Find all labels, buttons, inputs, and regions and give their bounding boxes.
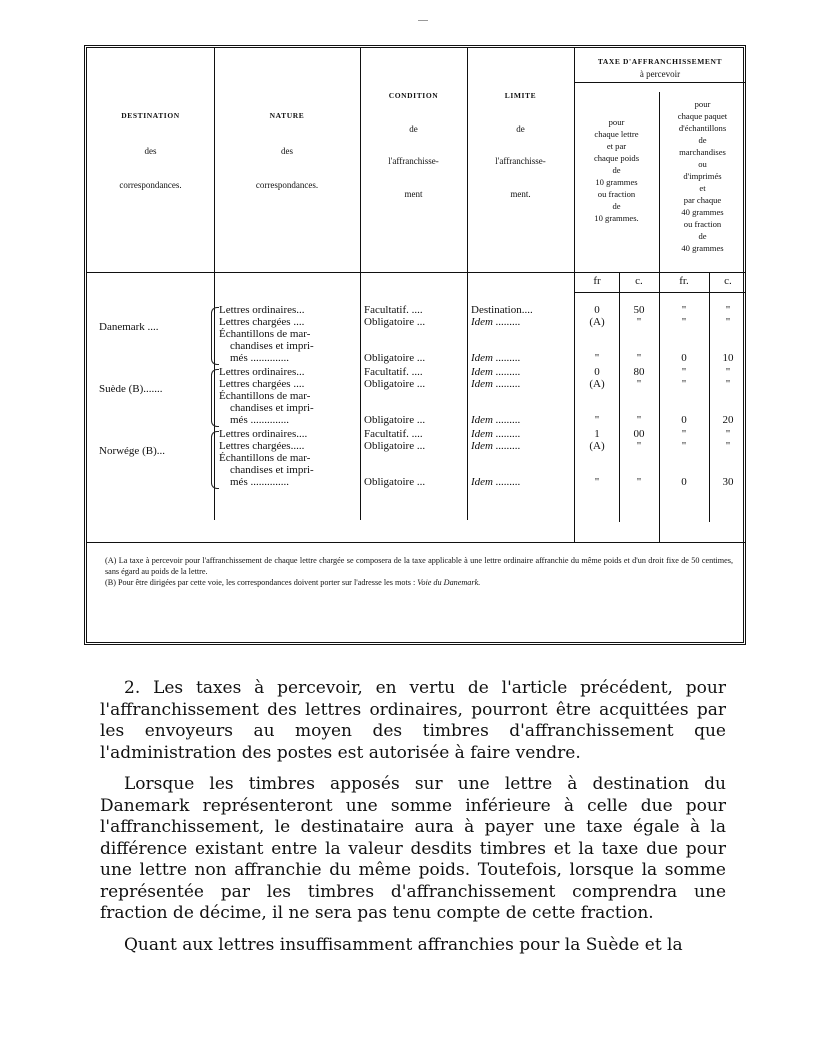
header-nature-l2: correspondances. <box>255 180 319 190</box>
footnote-b-italic: Voie du Danemark. <box>417 578 481 588</box>
taxe-paquet-fr: " <box>681 304 687 316</box>
footnote-b-text: (B) Pour être dirigées par cette voie, les correspondances doivent porter sur l'adresse les mots : <box>105 578 416 588</box>
header-paquet-line-11: de <box>698 231 707 241</box>
nature-cell: Lettres ordinaires.... <box>219 428 308 440</box>
nature-cell: chandises et impri- <box>230 464 314 476</box>
taxe-lettre-c: " <box>636 476 642 488</box>
nature-cell: Échantillons de mar- <box>219 452 311 464</box>
footnote-a: (A) La taxe à percevoir pour l'affranchissement de chaque lettre chargée se composera de la taxe applicable à une lettre ordinaire affranchie du même poids et d'un droit fixe de 50 centimes, sans égard au poids de la lettre. <box>105 556 733 577</box>
header-lettre-line-4: de <box>612 165 621 175</box>
group-brace <box>211 307 219 365</box>
limite-cell: Idem ......... <box>471 316 521 328</box>
header-taxe <box>574 56 746 80</box>
nature-cell: més .............. <box>230 352 289 364</box>
header-limite-l0: LIMITE <box>504 91 537 100</box>
header-destination-l2: correspondances. <box>119 180 182 190</box>
condition-cell: Obligatoire ... <box>364 352 426 364</box>
header-condition <box>360 90 467 200</box>
nature-cell: chandises et impri- <box>230 402 314 414</box>
taxe-lettre-fr: " <box>594 476 600 488</box>
group-brace <box>211 431 219 489</box>
taxe-underline <box>574 82 746 83</box>
taxe-lettre-c: 00 <box>633 428 645 440</box>
destination-name: Danemark .... <box>99 321 159 333</box>
taxe-paquet-c: " <box>725 428 731 440</box>
header-paquet-line-6: d'imprimés <box>683 171 722 181</box>
taxe-paquet-c: 30 <box>722 476 734 488</box>
condition-cell: Obligatoire ... <box>364 378 426 390</box>
header-lettre-line-2: et par <box>606 141 627 151</box>
header-lettre-line-5: 10 grammes <box>595 177 638 187</box>
header-paquet-line-12: 40 grammes <box>681 243 724 253</box>
header-limite-l1: de <box>516 123 525 134</box>
nature-cell: Lettres chargées..... <box>219 440 305 452</box>
header-taxe-l1: à percevoir <box>639 69 681 79</box>
nature-cell: Lettres ordinaires... <box>219 366 305 378</box>
header-condition-l2: l'affranchisse- <box>388 156 439 166</box>
header-nature <box>214 110 360 192</box>
header-lettre-line-3: chaque poids <box>593 153 640 163</box>
nature-cell: Échantillons de mar- <box>219 328 311 340</box>
destination-name: Suède (B)....... <box>99 383 163 395</box>
taxe-paquet-fr: " <box>681 428 687 440</box>
condition-cell: Facultatif. .... <box>364 366 423 378</box>
body-text <box>100 678 726 956</box>
condition-cell: Obligatoire ... <box>364 476 426 488</box>
nature-cell: més .............. <box>230 476 289 488</box>
taxe-lettre-fr: " <box>594 414 600 426</box>
limite-cell: Idem ......... <box>471 366 521 378</box>
paragraph-3: Quant aux lettres insuffisamment affranchies pour la Suède et la <box>124 934 683 955</box>
header-paquet-line-10: ou fraction <box>683 219 722 229</box>
taxe-paquet-c: " <box>725 378 731 390</box>
tariff-table <box>84 45 746 645</box>
taxe-paquet-fr: " <box>681 378 687 390</box>
header-paquet-line-3: de <box>698 135 707 145</box>
header-destination <box>87 110 214 192</box>
unit-c-1: c. <box>635 275 643 287</box>
header-paquet-line-2: d'échantillons <box>678 123 727 133</box>
taxe-lettre-fr: 0 <box>594 304 600 316</box>
taxe-paquet-c: 20 <box>722 414 734 426</box>
header-nature-l0: NATURE <box>269 111 305 120</box>
header-paquet-line-4: marchandises <box>679 147 726 157</box>
taxe-lettre-c: " <box>636 352 642 364</box>
taxe-paquet-fr: " <box>681 440 687 452</box>
condition-cell: Obligatoire ... <box>364 440 426 452</box>
header-paquet-line-0: pour <box>694 99 711 109</box>
header-condition-l3: ment <box>404 188 423 199</box>
taxe-paquet-fr: 0 <box>681 476 687 488</box>
taxe-lettre-fr: (A) <box>589 316 605 328</box>
limite-cell: Idem ......... <box>471 428 521 440</box>
nature-cell: Lettres ordinaires... <box>219 304 305 316</box>
unit-fr-1: fr <box>593 275 601 287</box>
limite-cell: Idem ......... <box>471 352 521 364</box>
unit-c-2: c. <box>724 275 732 287</box>
taxe-paquet-c: " <box>725 440 731 452</box>
taxe-paquet-fr: " <box>681 316 687 328</box>
header-destination-l0: DESTINATION <box>121 111 180 120</box>
paragraph-2: Lorsque les timbres apposés sur une lettre à destination du Danemark représenteront une somme inférieure à celle due pour l'affranchissement, le destinataire aura à payer une taxe égale à la différence existant entre la valeur desdits timbres et la taxe due pour une lettre non affranchie du même poids. Toutefois, lorsque la somme représentée par les timbres d'affranchissement comprendra une fraction de décime, il ne sera pas tenu compte de cette fraction. <box>100 774 726 923</box>
header-condition-l0: CONDITION <box>388 91 439 100</box>
header-paquet-line-9: 40 grammes <box>681 207 724 217</box>
units-rule <box>574 292 746 293</box>
limite-cell: Idem ......... <box>471 476 521 488</box>
footnotes <box>105 555 733 589</box>
header-paquet-line-8: par chaque <box>683 195 722 205</box>
nature-cell: Échantillons de mar- <box>219 390 311 402</box>
header-limite-l2: l'affranchisse- <box>495 156 546 166</box>
header-rule <box>87 272 746 273</box>
footnote-b <box>105 577 733 588</box>
destination-name: Norwége (B)... <box>99 445 165 457</box>
header-taxe-l0: TAXE D'AFFRANCHISSEMENT <box>597 57 723 66</box>
top-dash-mark <box>418 20 428 21</box>
condition-cell: Facultatif. .... <box>364 304 423 316</box>
header-lettre <box>574 116 659 224</box>
taxe-paquet-c: " <box>725 316 731 328</box>
header-limite <box>467 90 574 200</box>
unit-fr-2: fr. <box>679 275 689 287</box>
condition-cell: Obligatoire ... <box>364 414 426 426</box>
nature-cell: chandises et impri- <box>230 340 314 352</box>
taxe-lettre-fr: (A) <box>589 378 605 390</box>
taxe-paquet-fr: 0 <box>681 414 687 426</box>
header-paquet-line-1: chaque paquet <box>677 111 728 121</box>
limite-cell: Idem ......... <box>471 414 521 426</box>
nature-cell: Lettres chargées .... <box>219 316 305 328</box>
header-paquet <box>659 98 746 254</box>
header-lettre-line-6: ou fraction <box>597 189 636 199</box>
nature-cell: més .............. <box>230 414 289 426</box>
limite-cell: Destination.... <box>471 304 533 316</box>
limite-cell: Idem ......... <box>471 440 521 452</box>
header-lettre-line-1: chaque lettre <box>594 129 639 139</box>
taxe-lettre-c: 50 <box>633 304 645 316</box>
taxe-lettre-c: " <box>636 414 642 426</box>
taxe-paquet-c: 10 <box>722 352 734 364</box>
header-lettre-line-0: pour <box>608 117 625 127</box>
taxe-lettre-c: " <box>636 316 642 328</box>
header-paquet-line-5: ou <box>698 159 707 169</box>
header-lettre-line-7: de <box>612 201 621 211</box>
taxe-lettre-fr: (A) <box>589 440 605 452</box>
taxe-lettre-c: " <box>636 440 642 452</box>
taxe-lettre-c: " <box>636 378 642 390</box>
limite-cell: Idem ......... <box>471 378 521 390</box>
header-lettre-line-8: 10 grammes. <box>594 213 639 223</box>
col-divider-fr2 <box>709 272 710 522</box>
taxe-paquet-fr: 0 <box>681 352 687 364</box>
taxe-lettre-c: 80 <box>633 366 645 378</box>
header-limite-l3: ment. <box>510 188 531 199</box>
taxe-lettre-fr: 1 <box>594 428 600 440</box>
paragraph-1: 2. Les taxes à percevoir, en vertu de l'article précédent, pour l'affranchissement des lettres ordinaires, pourront être acquittées par les envoyeurs au moyen des timbres d'affranchissement que l'administration des postes est autorisée à faire vendre. <box>100 678 726 763</box>
header-paquet-line-7: et <box>699 183 706 193</box>
taxe-paquet-c: " <box>725 304 731 316</box>
taxe-paquet-fr: " <box>681 366 687 378</box>
header-nature-l1: des <box>281 145 293 156</box>
group-brace <box>211 369 219 427</box>
footnote-rule <box>87 542 746 543</box>
condition-cell: Obligatoire ... <box>364 316 426 328</box>
taxe-lettre-fr: 0 <box>594 366 600 378</box>
header-destination-l1: des <box>144 145 157 156</box>
taxe-lettre-fr: " <box>594 352 600 364</box>
condition-cell: Facultatif. .... <box>364 428 423 440</box>
taxe-paquet-c: " <box>725 366 731 378</box>
nature-cell: Lettres chargées .... <box>219 378 305 390</box>
col-divider-fr1 <box>619 272 620 522</box>
header-condition-l1: de <box>409 123 418 134</box>
